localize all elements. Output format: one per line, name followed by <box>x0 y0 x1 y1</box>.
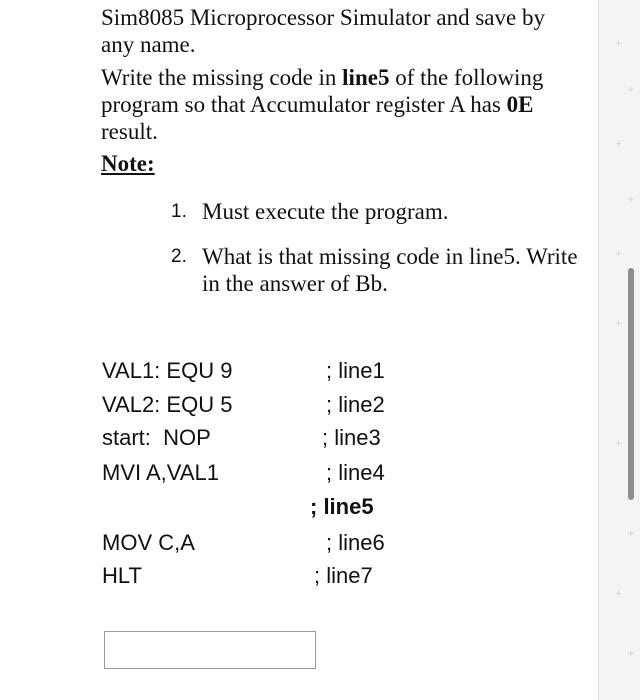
plus-pattern-icon: + <box>615 589 623 599</box>
answer-input[interactable] <box>104 631 316 669</box>
note-heading: Note: <box>101 151 155 176</box>
code-comment: ; line2 <box>326 392 385 417</box>
code-comment: ; line1 <box>326 358 385 383</box>
plus-pattern-icon: + <box>627 529 635 539</box>
code-instruction: HLT <box>102 563 142 588</box>
note-item-number: 1. <box>171 201 187 222</box>
code-instruction: VAL2: EQU 5 <box>102 392 233 417</box>
plus-pattern-icon: + <box>627 85 635 95</box>
plus-pattern-icon: + <box>615 439 623 449</box>
question-instruction: Write the missing code in line5 of the following program so that Accumulator register A has 0E result. <box>101 65 544 144</box>
code-comment: ; line7 <box>314 563 373 588</box>
plus-pattern-icon: + <box>627 649 635 659</box>
note-item-text: Must execute the program. <box>202 199 449 224</box>
plus-pattern-icon: + <box>615 39 623 49</box>
code-instruction: MOV C,A <box>102 530 195 555</box>
code-instruction: MVI A,VAL1 <box>102 460 219 485</box>
emphasis-line5: line5 <box>342 65 390 90</box>
code-comment: ; line6 <box>326 530 385 555</box>
code-instruction: VAL1: EQU 9 <box>102 358 233 383</box>
question-intro: Sim8085 Microprocessor Simulator and save by any name. <box>101 5 545 57</box>
plus-pattern-icon: + <box>615 249 623 259</box>
code-comment: ; line3 <box>322 425 381 450</box>
plus-pattern-icon: + <box>615 319 623 329</box>
plus-pattern-icon: + <box>615 139 623 149</box>
code-comment-missing-line: ; line5 <box>310 494 374 519</box>
vertical-scrollbar[interactable] <box>628 268 634 500</box>
code-instruction: start: NOP <box>102 425 211 450</box>
code-comment: ; line4 <box>326 460 385 485</box>
emphasis-result-value: 0E <box>506 92 534 117</box>
plus-pattern-icon: + <box>627 195 635 205</box>
note-item-text: What is that missing code in line5. Write in the answer of Bb. <box>202 244 578 296</box>
note-item-number: 2. <box>171 246 187 267</box>
